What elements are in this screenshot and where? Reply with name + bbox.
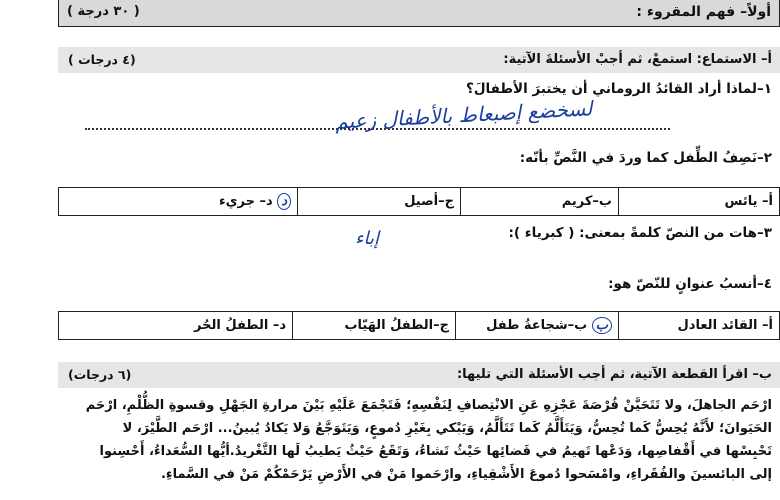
question-4: ٤–أنسبُ عنوانٍ للنّصّ هو: (608, 276, 772, 292)
handwritten-answer-1: لسخضع إصبعاط بالأطفال زعيم (334, 96, 593, 134)
q4-circled-letter: ب (592, 317, 612, 334)
q4-option-d[interactable]: د– الطفلُ الحُر (59, 312, 293, 340)
reading-passage (12, 394, 772, 486)
q2-circled-letter: د (277, 193, 291, 210)
part-a-score: (٤ درجات ) (68, 52, 136, 67)
q4-option-c[interactable]: ج–الطفلُ الهَيّاب (293, 312, 456, 340)
section-title: أولاً– فهم المقروء : (636, 4, 771, 20)
section-score: ( ٣٠ درجة ) (67, 4, 140, 19)
part-b-score: (٦ درجات) (68, 367, 132, 382)
q2-option-d-label: د– جريء (218, 194, 273, 209)
handwritten-answer-3: إباء (355, 228, 379, 249)
passage-line-2: الحَيَوانَ؛ لأَنَّهُ يُحِسُّ كَما تُحِسُّ، وَيَتَأَلَّمُ كَما تَتَأَلَّمُ، وَيَبْكي بِغَيْرِ دُموعٍ، وَيَتَوَجَّعُ وَلا يَكادُ يُبينُ... ارْحَم الطَّيْرَ، لا (122, 421, 772, 436)
passage-line-4: إلى البائسينَ والفُقَراءِ، وامْسَحوا دُموعَ الأَشْقِياءِ، وارْحَموا مَنْ في الأَرْضِ يَرْحَمْكُمْ مَنْ في السَّماءِ. (160, 467, 772, 482)
part-b-title: ب– اقرأ القطعة الآتية، ثم أجب الأسئلة التي تليها: (456, 367, 772, 382)
part-b-header (58, 362, 780, 388)
part-a-title: أ– الاستماع: استمعْ، ثم أجبْ الأسئلةَ الآتية: (503, 52, 772, 67)
passage-line-1: ارْحَم الجاهلَ، ولا تَتَحَيَّنْ فُرْصَةَ عَجْزِهِ عَنِ الانْتِصافِ لِنَفْسِهِ؛ فَتَجْمَعَ عَلَيْهِ بَيْنَ مرارةِ الجَهْلِ وقسوةِ الظُّلْمِ، ارْحَم (85, 398, 772, 413)
q2-option-b[interactable]: ب–كريم (461, 188, 619, 216)
question-1: ١–لماذا أراد القائدُ الروماني أن يختبرَ الأطفالَ؟ (466, 81, 772, 97)
q4-option-a[interactable]: أ– القائد العادل (619, 312, 780, 340)
passage-line-3: تَحْبِسْها في أَقْفاصِها، وَدَعْها تَهيمُ في فَضائِها حَيْثُ تَشاءُ، وَتَقَعُ حَيْثُ يَطيبُ لَها التَّغْريدُ.أيُّها السُّعَداءُ، أَحْسِنوا (99, 444, 772, 459)
section-header (58, 0, 780, 27)
question-2-options (58, 187, 780, 216)
question-4-options (58, 311, 780, 340)
q2-option-d[interactable] (59, 188, 298, 216)
part-a-header (58, 47, 780, 73)
q2-option-c[interactable]: ج–أصيل (298, 188, 461, 216)
q4-option-b[interactable] (456, 312, 619, 340)
question-2: ٢–نَصِفُ الطِّفل كما وردَ في النَّصِّ بأنّه: (519, 150, 772, 166)
q2-option-a[interactable]: أ– يائس (619, 188, 780, 216)
q4-option-b-label: ب–شجاعةُ طفل (486, 318, 588, 333)
question-3: ٣–هات من النصّ كلمةً بمعنى: ( كبرياء ): (508, 225, 772, 241)
